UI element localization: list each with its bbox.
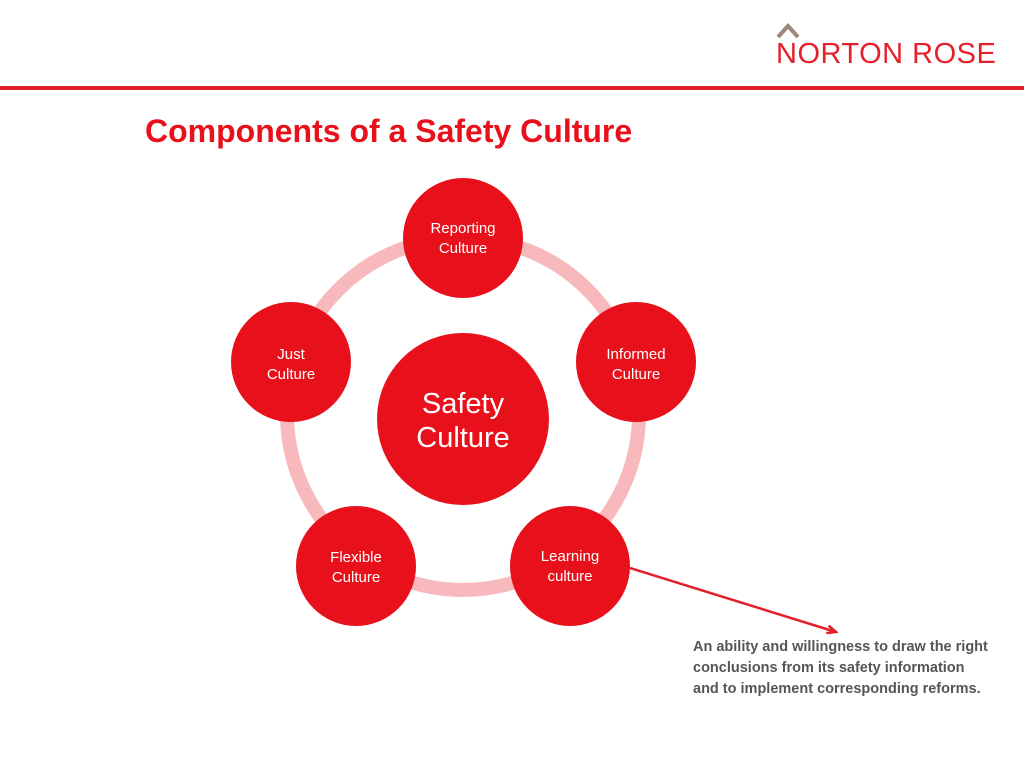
center-label-line1: Safety [421, 388, 505, 420]
node-label-line1: Just [277, 346, 305, 363]
logo-text: NORTON ROSE [776, 38, 997, 70]
center-node [377, 333, 549, 505]
node-learning-culture [510, 506, 630, 626]
node-label-line2: Culture [331, 569, 381, 586]
callout-arrow [630, 568, 836, 632]
node-label-line2: Culture [438, 240, 488, 257]
node-label-line2: Culture [266, 366, 316, 383]
node-label-line1: Reporting [430, 220, 496, 237]
page-title: Components of a Safety Culture [145, 113, 633, 149]
node-label-line2: Culture [611, 366, 661, 383]
node-flexible-culture [296, 506, 416, 626]
node-label-line1: Learning [540, 548, 600, 565]
learning-culture-description: An ability and willingness to draw the right conclusions from its safety information and to implement corresponding reforms. [693, 639, 988, 697]
node-informed-culture [576, 302, 696, 422]
node-reporting-culture [403, 178, 523, 298]
node-label-line1: Flexible [330, 549, 382, 566]
center-label-line2: Culture [416, 422, 510, 454]
node-label-line2: culture [547, 568, 593, 585]
node-label-line1: Informed [606, 346, 666, 363]
node-just-culture [231, 302, 351, 422]
